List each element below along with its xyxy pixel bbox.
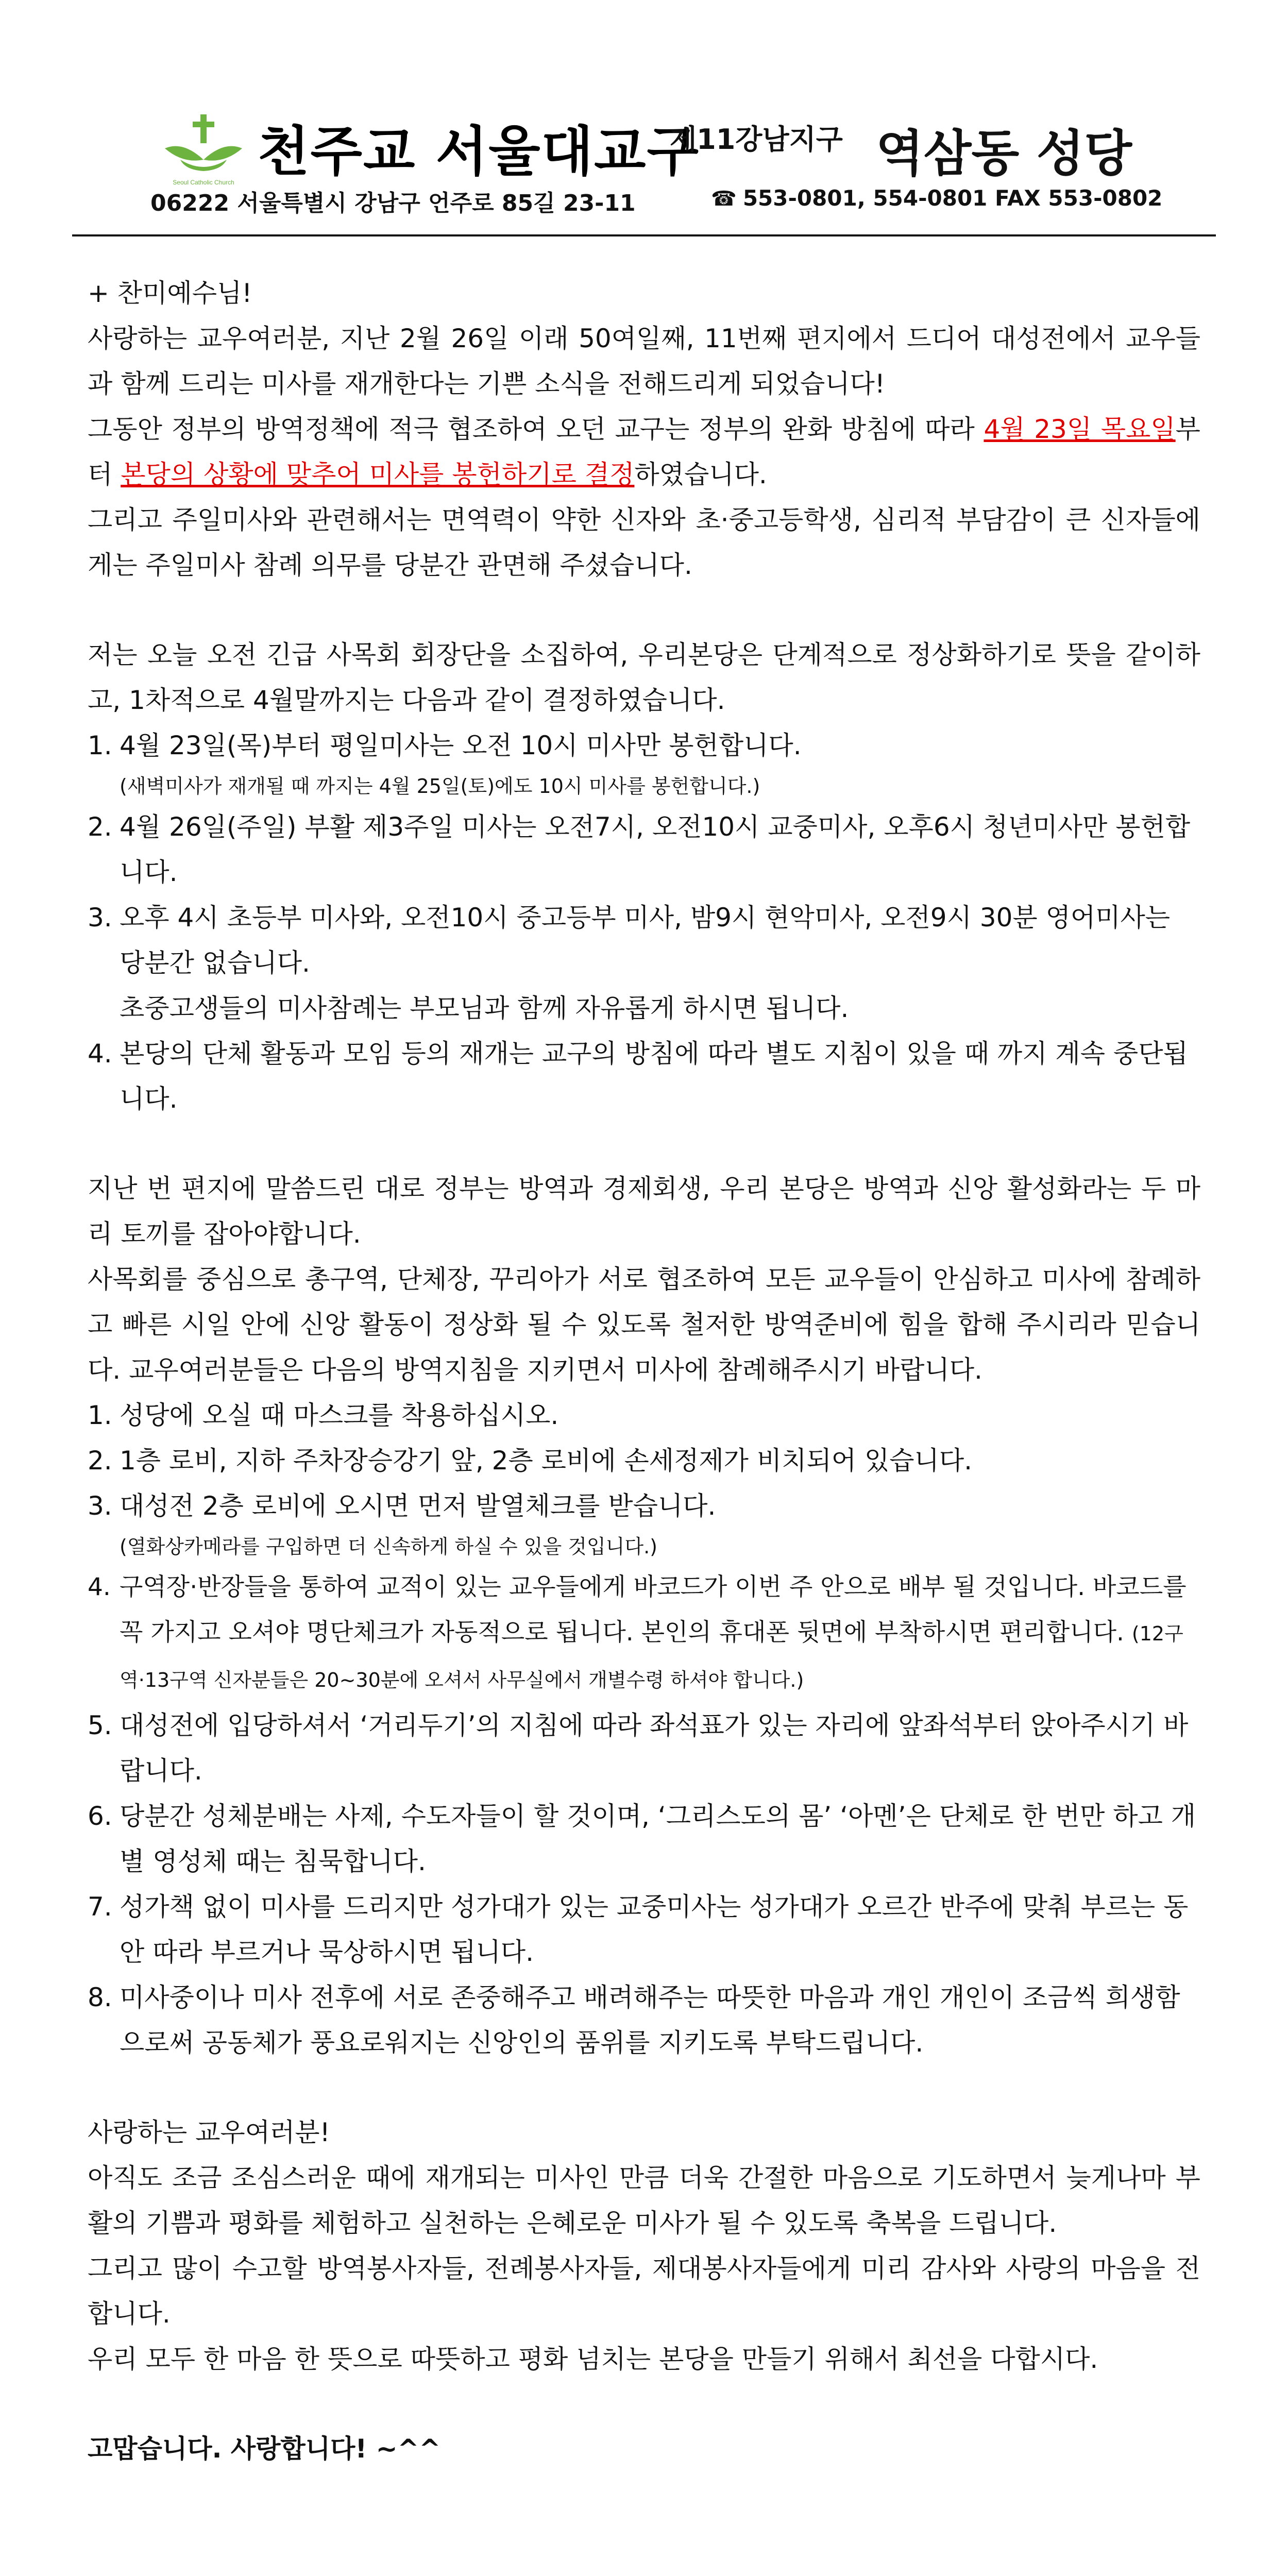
- paragraph: 지난 번 편지에 말씀드린 대로 정부는 방역과 경제회생, 우리 본당은 방역과 신앙 활성화라는 두 마리 토끼를 잡아야합니다.: [88, 1174, 1200, 1249]
- header-divider: [72, 234, 1216, 236]
- item-text: 성가책 없이 미사를 드리지만 성가대가 있는 교중미사는 성가대가 오르간 반주에 맞춰 부르는 동안 따라 부르거나 묵상하시면 됩니다.: [120, 1892, 1189, 1967]
- item-note: (열화상카메라를 구입하면 더 신속하게 하실 수 있을 것입니다.): [120, 1535, 657, 1558]
- list-item: [88, 1703, 1200, 1793]
- item-text: 당분간 성체분배는 사제, 수도자들이 할 것이며, ‘그리스도의 몸’ ‘아멘’은 단체로 한 번만 하고 개별 영성체 때는 침묵합니다.: [120, 1801, 1196, 1876]
- text-run: 하였습니다.: [634, 460, 767, 489]
- paragraph: 아직도 조금 조심스러운 때에 재개되는 미사인 만큼 더욱 간절한 마음으로 기도하면서 늦게나마 부활의 기쁨과 평화를 체험하고 실천하는 은혜로운 미사가 될 수 있도록 축복을 드립니다.: [88, 2163, 1200, 2238]
- item-number: 1.: [88, 1400, 112, 1430]
- letterhead: [0, 0, 1288, 227]
- logo-caption: Seoul Catholic Church: [173, 179, 234, 186]
- list-item: [88, 804, 1200, 895]
- item-number: 3.: [88, 1491, 112, 1521]
- letter-body: [88, 270, 1200, 2471]
- item-number: 3.: [88, 903, 112, 933]
- list-item: [88, 1031, 1200, 1122]
- paragraph: 우리 모두 한 마음 한 뜻으로 따뜻하고 평화 넘치는 본당을 만들기 위해서 최선을 다합시다.: [88, 2344, 1098, 2374]
- diocese-title: 천주교 서울대교구: [258, 120, 700, 183]
- item-number: 1.: [88, 731, 112, 760]
- item-number: 5.: [88, 1710, 112, 1740]
- district-label: 제11강남지구: [670, 123, 843, 156]
- item-number: 6.: [88, 1801, 112, 1831]
- list-item: [88, 1884, 1200, 1975]
- text-run: 부터: [88, 414, 1200, 489]
- list-item: [88, 1975, 1200, 2065]
- closing-line: 고맙습니다. 사랑합니다! ~^^: [88, 2434, 441, 2464]
- greeting: + 찬미예수님!: [88, 278, 252, 308]
- item-text: 본당의 단체 활동과 모임 등의 재개는 교구의 방침에 따라 별도 지침이 있을 때 까지 계속 중단됩니다.: [120, 1039, 1188, 1114]
- highlight-decision: 본당의 상황에 맞추어 미사를 봉헌하기로 결정: [121, 460, 635, 489]
- item-number: 4.: [88, 1573, 111, 1601]
- item-text: 성당에 오실 때 마스크를 착용하십시오.: [120, 1400, 559, 1430]
- paragraph: 저는 오늘 오전 긴급 사목회 회장단을 소집하여, 우리본당은 단계적으로 정상화하기로 뜻을 같이하고, 1차적으로 4월말까지는 다음과 같이 결정하였습니다.: [88, 640, 1200, 715]
- item-extra: 초중고생들의 미사참례는 부모님과 함께 자유롭게 하시면 됩니다.: [120, 993, 849, 1023]
- list-item: [88, 1565, 1200, 1703]
- parish-name: 역삼동 성당: [876, 125, 1132, 182]
- item-text: 4월 23일(목)부터 평일미사는 오전 10시 미사만 봉헌합니다.: [120, 731, 802, 760]
- item-text: 미사중이나 미사 전후에 서로 존중해주고 배려해주는 따뜻한 마음과 개인 개인이 조금씩 희생함으로써 공동체가 풍요로워지는 신앙인의 품위를 지키도록 부탁드립니다.: [120, 1982, 1180, 2058]
- item-number: 8.: [88, 1982, 112, 2012]
- highlight-date: 4월 23일 목요일: [984, 414, 1176, 444]
- list-item: [88, 1793, 1200, 1884]
- phone-icon: ☎: [711, 187, 737, 211]
- item-text: 대성전 2층 로비에 오시면 먼저 발열체크를 받습니다.: [120, 1491, 716, 1521]
- item-text: 1층 로비, 지하 주차장승강기 앞, 2층 로비에 손세정제가 비치되어 있습니다.: [120, 1446, 973, 1476]
- catholic-logo-icon: [160, 112, 247, 190]
- list-item: [88, 1393, 1200, 1438]
- guideline-list: [88, 1393, 1200, 2065]
- list-item: [88, 1438, 1200, 1483]
- item-text: 4월 26일(주일) 부활 제3주일 미사는 오전7시, 오전10시 교중미사, 오후6시 청년미사만 봉헌합니다.: [120, 812, 1191, 887]
- text-run: 그동안 정부의 방역정책에 적극 협조하여 오던 교구는 정부의 완화 방침에 따라: [88, 414, 984, 444]
- address: 06222 서울특별시 강남구 언주로 85길 23-11: [150, 190, 636, 216]
- item-note: (12구역·13구역 신자분들은 20~30분에 오셔서 사무실에서 개별수령 하셔야 합니다.): [120, 1622, 1183, 1691]
- paragraph: 사목회를 중심으로 총구역, 단체장, 꾸리아가 서로 협조하여 모든 교우들이 안심하고 미사에 참례하고 빠른 시일 안에 신앙 활동이 정상화 될 수 있도록 철저한 방역준비에 힘을 합해 주시리라 믿습니다. 교우여러분들은 다음의 방역지침을 지키면서 미사에 참례해주시기 바랍니다.: [88, 1264, 1200, 1385]
- item-text: 대성전에 입당하셔서 ‘거리두기’의 지침에 따라 좌석표가 있는 자리에 앞좌석부터 앉아주시기 바랍니다.: [120, 1710, 1189, 1786]
- list-item: [88, 723, 1200, 804]
- paragraph: 그리고 많이 수고할 방역봉사자들, 전례봉사자들, 제대봉사자들에게 미리 감사와 사랑의 마음을 전합니다.: [88, 2253, 1200, 2329]
- phone-line: [711, 185, 1162, 211]
- phone-numbers: 553-0801, 554-0801 FAX 553-0802: [742, 185, 1163, 211]
- item-number: 2.: [88, 1446, 112, 1476]
- paragraph: 사랑하는 교우여러분!: [88, 2117, 330, 2147]
- paragraph-decision: [88, 406, 1200, 497]
- item-number: 7.: [88, 1892, 112, 1922]
- list-item: [88, 895, 1200, 1031]
- item-text: 오후 4시 초등부 미사와, 오전10시 중고등부 미사, 밤9시 현악미사, 오전9시 30분 영어미사는 당분간 없습니다.: [120, 903, 1171, 978]
- paragraph: 사랑하는 교우여러분, 지난 2월 26일 이래 50여일째, 11번째 편지에서 드디어 대성전에서 교우들과 함께 드리는 미사를 재개한다는 기쁜 소식을 전해드리게 되었습니다!: [88, 324, 1200, 399]
- item-note: (새벽미사가 재개될 때 까지는 4월 25일(토)에도 10시 미사를 봉헌합니다.): [120, 775, 760, 798]
- item-number: 2.: [88, 812, 112, 842]
- item-number: 4.: [88, 1039, 112, 1069]
- list-item: [88, 1483, 1200, 1565]
- item-text: 구역장·반장들을 통하여 교적이 있는 교우들에게 바코드가 이번 주 안으로 배부 될 것입니다. 바코드를 꼭 가지고 오셔야 명단체크가 자동적으로 됩니다. 본인의 휴대폰 뒷면에 부착하시면 편리합니다.: [120, 1573, 1187, 1647]
- paragraph: 그리고 주일미사와 관련해서는 면역력이 약한 신자와 초·중고등학생, 심리적 부담감이 큰 신자들에게는 주일미사 참례 의무를 당분간 관면해 주셨습니다.: [88, 505, 1200, 580]
- schedule-list: [88, 723, 1200, 1122]
